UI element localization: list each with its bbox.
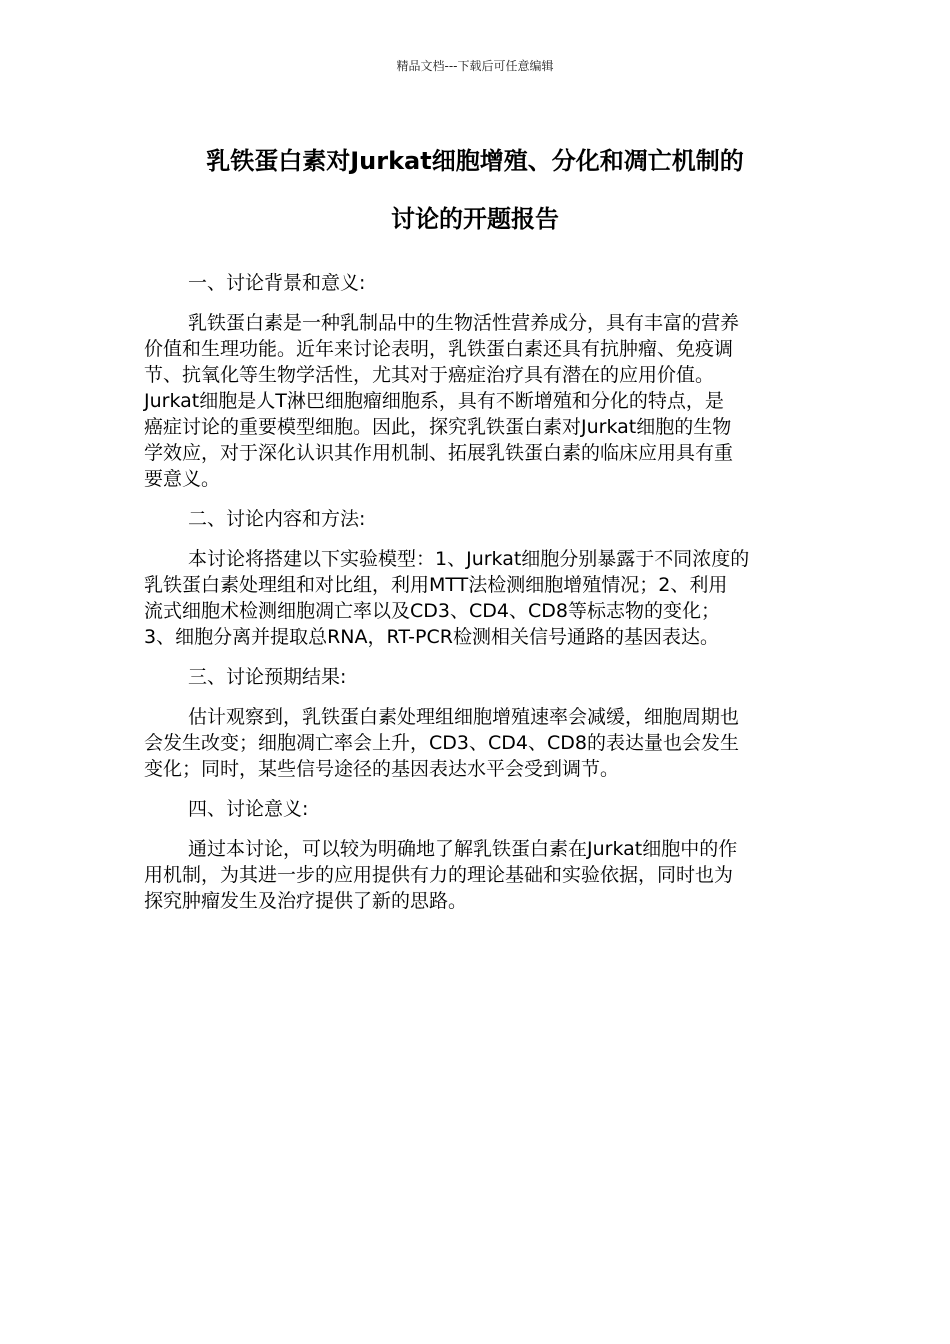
paragraph-line: 用机制，为其进一步的应用提供有力的理论基础和实验依据，同时也为: [144, 864, 734, 886]
header-note: 精品文档---下载后可任意编辑: [396, 59, 554, 73]
document-title: [120, 132, 830, 248]
paragraph-line: 通过本讨论，可以较为明确地了解乳铁蛋白素在Jurkat细胞中的作: [188, 838, 738, 860]
title-line-2: 讨论的开题报告: [391, 205, 559, 233]
section-paragraph-significance: [144, 836, 810, 914]
paragraph-line: 估计观察到，乳铁蛋白素处理组细胞增殖速率会减缓，细胞周期也: [188, 706, 740, 728]
section-heading-expected-results: 三、讨论预期结果:: [188, 666, 347, 688]
paragraph-line: 流式细胞术检测细胞凋亡率以及CD3、CD4、CD8等标志物的变化；: [144, 600, 720, 622]
section-heading-significance: 四、讨论意义:: [188, 798, 309, 820]
section-heading-background: 一、讨论背景和意义:: [188, 272, 366, 294]
paragraph-line: Jurkat细胞是人T淋巴细胞瘤细胞系，具有不断增殖和分化的特点，是: [144, 390, 724, 412]
title-line-1: 乳铁蛋白素对Jurkat细胞增殖、分化和凋亡机制的: [206, 147, 744, 175]
section-paragraph-expected-results: [144, 704, 810, 782]
paragraph-line: 价值和生理功能。近年来讨论表明，乳铁蛋白素还具有抗肿瘤、免疫调: [144, 338, 734, 360]
paragraph-line: 节、抗氧化等生物学活性，尤其对于癌症治疗具有潜在的应用价值。: [144, 364, 715, 386]
paragraph-line: 要意义。: [144, 468, 221, 490]
paragraph-line: 乳铁蛋白素处理组和对比组，利用MTT法检测细胞增殖情况；2、利用: [144, 574, 728, 596]
paragraph-line: 学效应，对于深化认识其作用机制、拓展乳铁蛋白素的临床应用具有重: [144, 442, 734, 464]
section-heading-methods: 二、讨论内容和方法:: [188, 508, 366, 530]
paragraph-line: 癌症讨论的重要模型细胞。因此，探究乳铁蛋白素对Jurkat细胞的生物: [144, 416, 732, 438]
paragraph-line: 探究肿瘤发生及治疗提供了新的思路。: [144, 890, 468, 912]
paragraph-line: 乳铁蛋白素是一种乳制品中的生物活性营养成分，具有丰富的营养: [188, 312, 740, 334]
paragraph-line: 会发生改变；细胞凋亡率会上升，CD3、CD4、CD8的表达量也会发生: [144, 732, 739, 754]
paragraph-line: 本讨论将搭建以下实验模型：1、Jurkat细胞分别暴露于不同浓度的: [188, 548, 750, 570]
paragraph-line: 变化；同时，某些信号途径的基因表达水平会受到调节。: [144, 758, 620, 780]
section-paragraph-background: [144, 310, 810, 492]
paragraph-line: 3、细胞分离并提取总RNA，RT-PCR检测相关信号通路的基因表达。: [144, 626, 719, 648]
section-paragraph-methods: [144, 546, 810, 650]
document-body: [144, 270, 810, 928]
